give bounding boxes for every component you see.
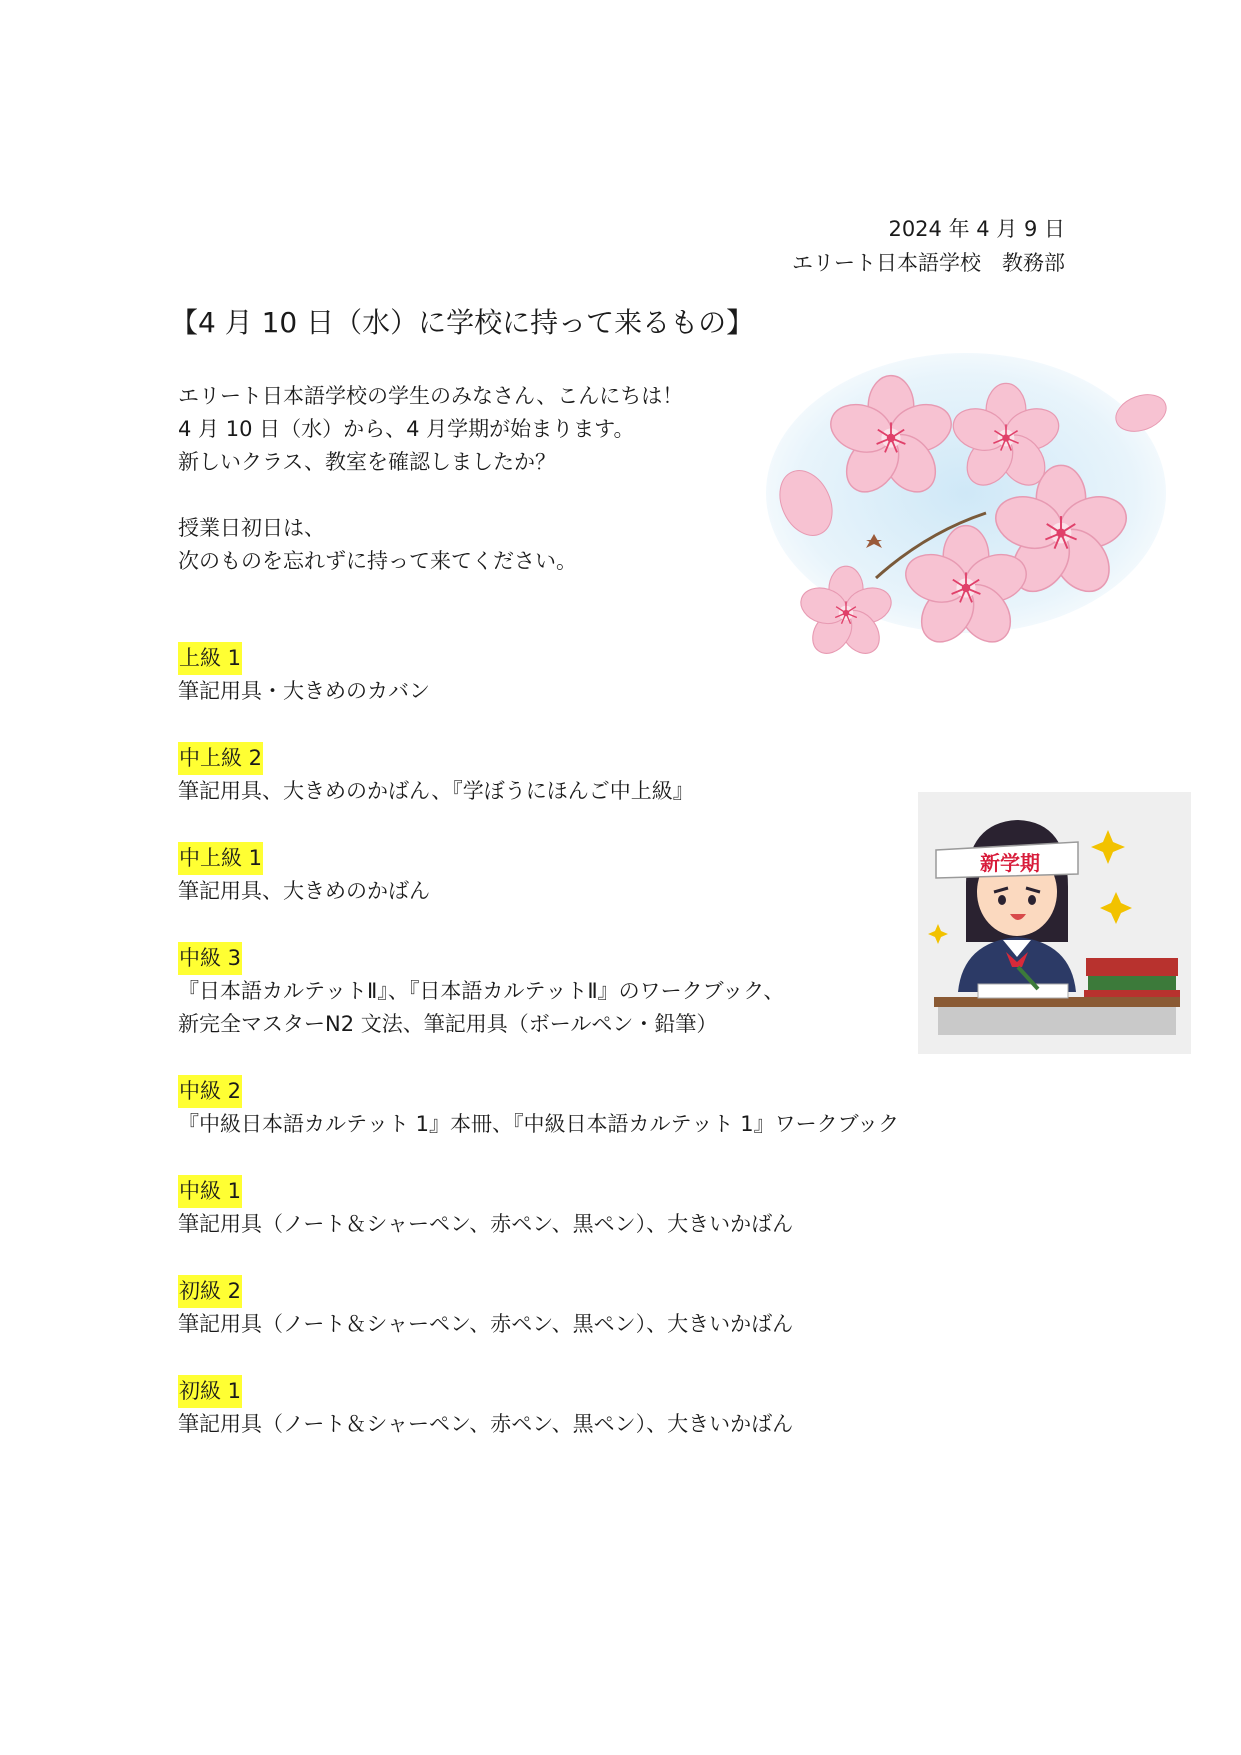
intro-line: 新しいクラス、教室を確認しましたか？ [178,450,556,474]
class-items-line: 新完全マスターN2 文法、筆記用具（ボールペン・鉛筆） [178,1012,718,1036]
class-level-label: 初級 2 [178,1275,242,1308]
issue-date: 2024 年 4 月 9 日 [888,217,1065,241]
class-items-line: 筆記用具（ノート＆シャーペン、赤ペン、黒ペン）、大きいかばん [178,1412,794,1436]
class-list [178,642,1078,1475]
class-items-line: 筆記用具（ノート＆シャーペン、赤ペン、黒ペン）、大きいかばん [178,1212,794,1236]
class-items-line: 『日本語カルテットⅡ』、『日本語カルテットⅡ』のワークブック、 [178,979,785,1003]
class-block [178,1175,1078,1241]
class-level-label: 中級 1 [178,1175,242,1208]
class-items-line: 筆記用具（ノート＆シャーペン、赤ペン、黒ペン）、大きいかばん [178,1312,794,1336]
intro-line: 4 月 10 日（水）から、4 月学期が始まります。 [178,417,635,441]
class-block [178,1275,1078,1341]
intro-line: エリート日本語学校の学生のみなさん、こんにちは！ [178,384,684,408]
document-header [792,212,1065,280]
class-level-label: 上級 1 [178,642,242,675]
headband-text: 新学期 [980,851,1040,875]
class-level-label: 中上級 1 [178,842,263,875]
class-items-line: 筆記用具、大きめのかばん、『学ぼうにほんご中上級』 [178,779,694,803]
class-items-line: 『中級日本語カルテット 1』本冊、『中級日本語カルテット 1』ワークブック [178,1112,900,1136]
intro-line: 次のものを忘れずに持って来てください。 [178,549,577,573]
student-studying-illustration [918,792,1191,1054]
class-items-line: 筆記用具、大きめのかばん [178,879,430,903]
intro-line: 授業日初日は、 [178,516,325,540]
class-level-label: 中上級 2 [178,742,263,775]
class-block [178,1375,1078,1441]
class-block [178,1075,1078,1141]
class-items-line: 筆記用具・大きめのカバン [178,679,430,703]
sender: エリート日本語学校 教務部 [792,251,1065,275]
class-level-label: 中級 2 [178,1075,242,1108]
class-level-label: 中級 3 [178,942,242,975]
intro-text [178,380,683,578]
class-level-label: 初級 1 [178,1375,242,1408]
cherry-blossom-illustration [766,343,1190,683]
page-title: 【4 月 10 日（水）に学校に持って来るもの】 [170,306,755,339]
